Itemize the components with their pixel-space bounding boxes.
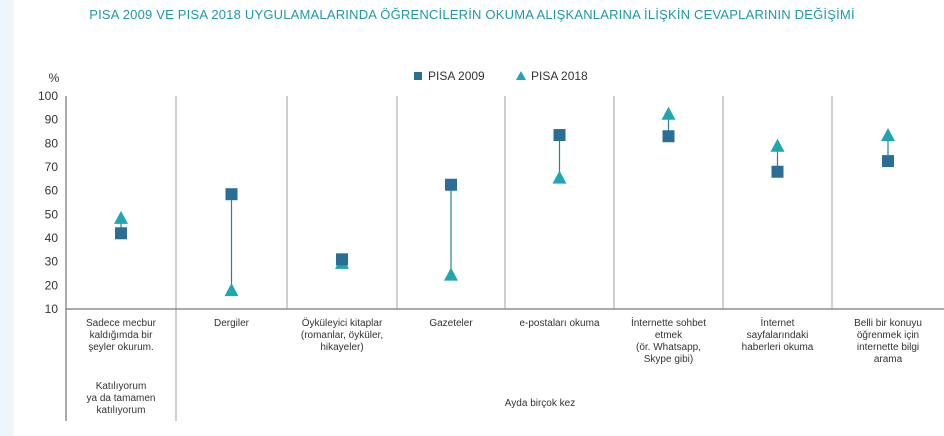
y-tick-label: 70	[44, 160, 58, 174]
y-tick-label: 50	[44, 207, 58, 222]
legend-label-pisa-2018: PISA 2018	[531, 69, 588, 83]
legend-marker-pisa-2009	[414, 72, 422, 80]
data-point-pisa-2009	[882, 155, 894, 167]
data-point-pisa-2018	[553, 171, 567, 184]
x-category-label: Gazeteler	[429, 318, 473, 329]
y-tick-label: 10	[44, 302, 58, 316]
y-tick-label: 30	[44, 254, 58, 269]
y-axis-unit-label: %	[48, 71, 60, 85]
x-category-label: Sadece mecbur kaldığımda bir şeyler okurum.	[85, 318, 157, 353]
data-point-pisa-2009	[663, 130, 675, 142]
y-tick-label: 90	[44, 112, 58, 127]
data-point-pisa-2018	[881, 128, 895, 141]
data-point-pisa-2018	[771, 139, 785, 152]
x-category-label: Dergiler	[213, 318, 250, 329]
y-tick-label: 40	[44, 231, 58, 245]
y-tick-label: 100	[37, 89, 58, 103]
data-point-pisa-2009	[445, 179, 457, 191]
data-point-pisa-2018	[225, 283, 239, 296]
data-point-pisa-2009	[226, 188, 238, 200]
chart-title: PISA 2009 VE PISA 2018 UYGULAMALARINDA ÖĞRENCİLERİN OKUMA ALIŞKANLARINA İLİŞKİN CEVAPLARININ DEĞİŞİMİ	[89, 7, 855, 22]
x-category-label: e-postaları okuma	[519, 318, 600, 329]
data-point-pisa-2009	[115, 227, 127, 239]
group-label: Katılıyorum ya da tamamen katılıyorum	[86, 381, 156, 416]
y-tick-label: 60	[44, 183, 58, 198]
legend-label-pisa-2009: PISA 2009	[428, 69, 485, 83]
y-tick-label: 80	[44, 136, 58, 151]
group-label: Ayda birçok kez	[504, 398, 576, 409]
data-point-pisa-2009	[772, 166, 784, 178]
data-point-pisa-2018	[444, 268, 458, 281]
x-category-label: Belli bir konuyu öğrenmek için internette bilgi arama	[854, 318, 922, 365]
data-point-pisa-2009	[336, 253, 348, 265]
x-category-label: İnternette sohbet etmek (ör. Whatsapp, Skype gibi)	[630, 318, 707, 365]
y-tick-label: 20	[44, 278, 58, 293]
data-point-pisa-2018	[114, 211, 128, 224]
data-point-pisa-2018	[662, 107, 676, 120]
x-category-label: Öyküleyici kitaplar (romanlar, öyküler, hikayeler)	[300, 318, 384, 353]
data-point-pisa-2009	[554, 129, 566, 141]
legend-marker-pisa-2018	[516, 71, 526, 80]
x-category-label: İnternet sayfalarındaki haberleri okuma	[741, 318, 814, 353]
